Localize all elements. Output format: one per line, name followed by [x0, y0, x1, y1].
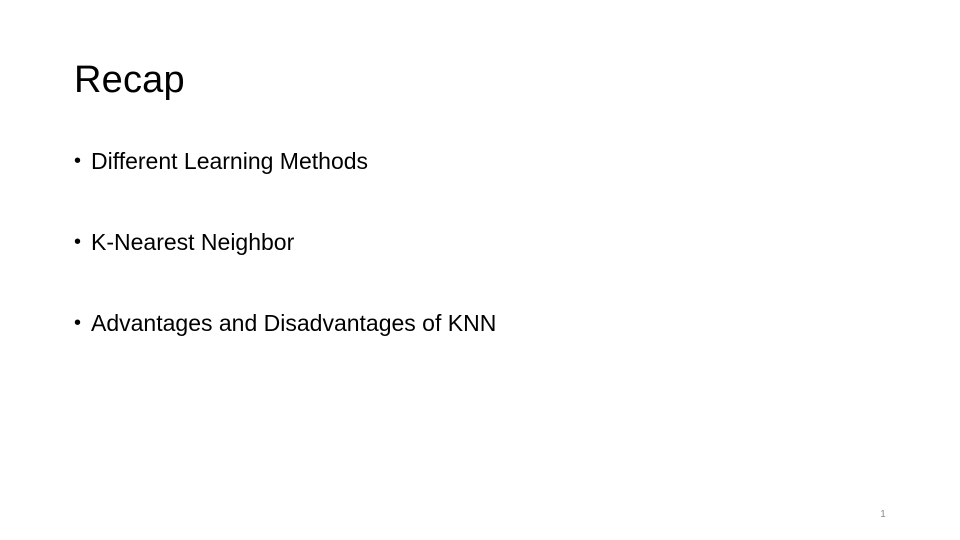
bullet-dot-icon: • — [74, 231, 82, 253]
bullet-item — [74, 146, 496, 176]
bullet-item — [74, 308, 496, 338]
slide-title: Recap — [74, 59, 185, 101]
bullet-dot-icon: • — [74, 150, 82, 172]
bullet-item — [74, 227, 496, 257]
bullet-text: Different Learning Methods — [91, 148, 369, 174]
bullet-list — [74, 146, 496, 389]
page-number: 1 — [880, 509, 886, 520]
bullet-dot-icon: • — [74, 312, 82, 334]
bullet-text: Advantages and Disadvantages of KNN — [91, 310, 497, 336]
bullet-text: K-Nearest Neighbor — [91, 229, 295, 255]
